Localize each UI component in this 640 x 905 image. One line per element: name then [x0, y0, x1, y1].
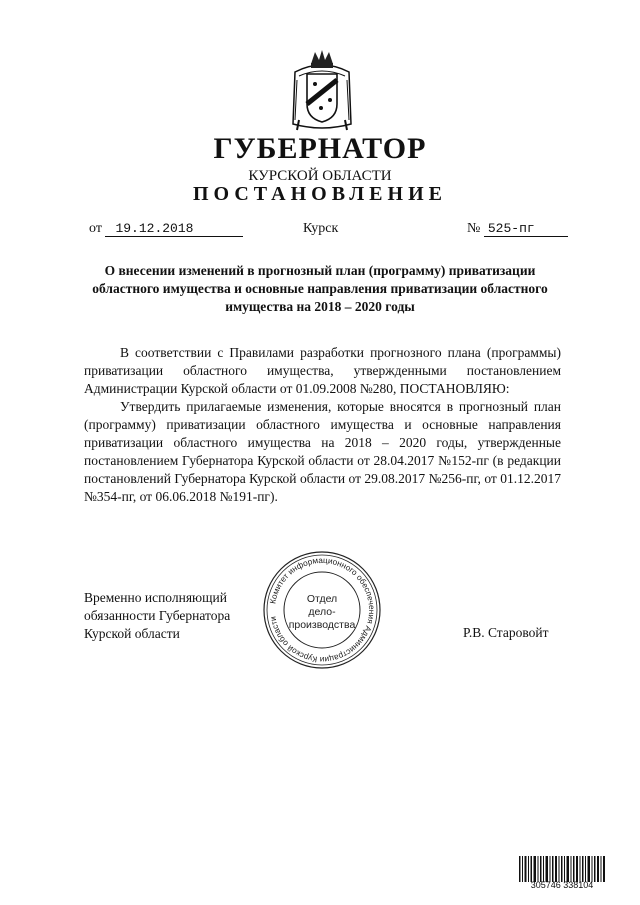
decree-city: Курск	[303, 221, 339, 236]
stamp-line-2: дело-	[308, 606, 336, 618]
number-prefix: №	[467, 221, 481, 236]
decree-number	[467, 221, 568, 237]
decree-body	[84, 344, 561, 506]
document-barcode	[519, 856, 605, 882]
position-line-2: обязанности Губернатора	[84, 608, 231, 623]
date-value: 19.12.2018	[105, 221, 243, 237]
governor-title: ГУБЕРНАТОР	[213, 132, 427, 165]
barcode-bars	[519, 856, 605, 882]
stamp-line-1: Отдел	[306, 593, 338, 605]
official-stamp	[260, 548, 384, 672]
decree-type-title: ПОСТАНОВЛЕНИЕ	[193, 183, 447, 205]
coat-of-arms-emblem	[291, 50, 353, 132]
body-paragraph-2: Утвердить прилагаемые изменения, которые вносятся в прогнозный план (программу) приватизации областного имущества и основные направления приватизации областного имущества на 2018 – 2020 годы, утвержденные постановлением Губернатора Курской области от 28.04.2017 №152-пг (в редакции постановлений Губернатора Курской области от 29.08.2017 №256-пг, от 01.12.2017 №354-пг, от 06.06.2018 №191-пг).	[84, 399, 561, 504]
position-line-1: Временно исполняющий	[84, 590, 227, 605]
body-paragraph-1: В соответствии с Правилами разработки прогнозного плана (программы) приватизации областного имущества, утвержденными постановлением Администрации Курской области от 01.09.2008 №280, ПОСТАНОВЛЯЮ:	[84, 345, 561, 396]
region-title: КУРСКОЙ ОБЛАСТИ	[248, 168, 392, 184]
stamp-line-3: производства	[288, 619, 356, 631]
barcode-number: 305746 338104	[530, 880, 594, 890]
date-prefix: от	[89, 221, 102, 236]
position-line-3: Курской области	[84, 626, 180, 641]
decree-subject: О внесении изменений в прогнозный план (программу) приватизации областного имущества и основные направления приватизации областного имущества на 2018 – 2020 годы	[92, 263, 548, 314]
stamp-ring-text: Комитет информационного обеспечения Администрации Курской области	[268, 555, 377, 665]
decree-date	[89, 221, 243, 237]
number-value: 525-пг	[484, 221, 568, 237]
signatory-name: Р.В. Старовойт	[463, 625, 549, 640]
signatory-position	[84, 589, 230, 643]
